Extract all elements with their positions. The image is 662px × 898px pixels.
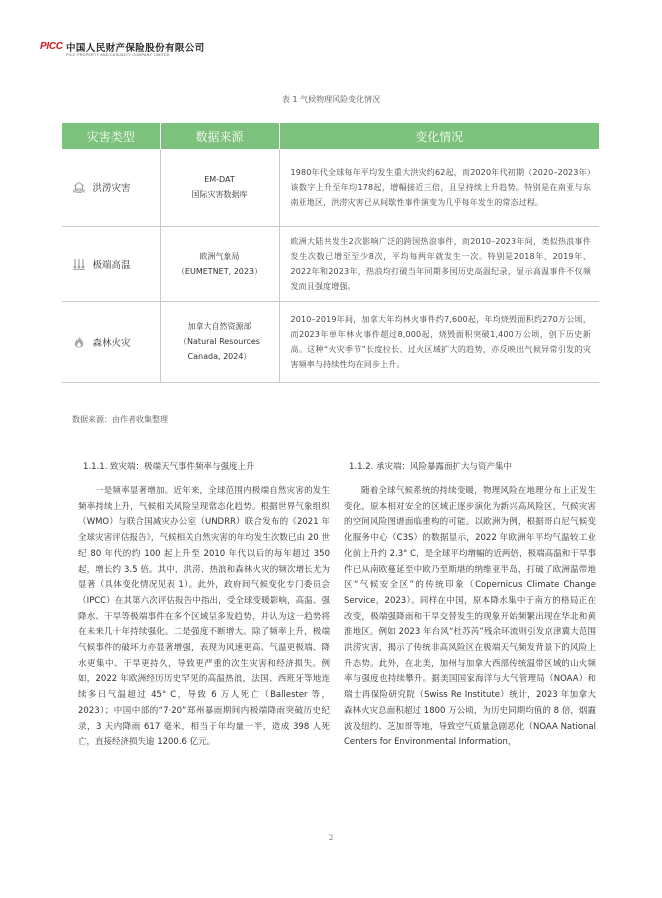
source-cell: EM-DAT 国际灾害数据库: [160, 149, 279, 226]
type-cell: [62, 149, 160, 226]
picc-logo: PICC: [40, 41, 63, 52]
body-paragraph: 一是频率显著增加。近年来，全球范围内极端自然灾害的发生频率持续上升，气候相关风险呈现常态化趋势。根据世界气象组织（WMO）与联合国减灾办公室（UNDRR）联合发布的《2021 年全球灾害评估报告》，气候相关自然灾害的年均发生次数已由 20 世纪 80 年代的约 100 起上升至 2010 年代以后的每年超过 350 起，增长约 3.5 倍。其中，洪涝、热浪和森林火灾的频次增长尤为显著（具体变化情况见表 1）。此外，政府间气候变化专门委员会（IPCC）在其第六次评估报告中指出，受全球变暖影响，高温、强降水、干旱等极端事件在多个区域呈多发趋势，并认为这一趋势将在未来几十年持续强化。二是强度不断增大。除了频率上升，极端气候事件的破坏力亦显著增强，表现为风速更高、气温更极端、降水更集中、干旱更持久，导致更严重的次生灾害和经济损失。例如，2022 年欧洲经历历史罕见的高温热浪，法国、西班牙等地连续多日气温超过 45° C，导致 6 万人死亡（Ballester 等，2023）；中国中部的“7·20”郑州暴雨期间内极端降雨突破历史纪录，3 天内降雨 617 毫米，相当于年均量一半，造成 398 人死亡，直接经济损失逾 1200.6 亿元。: [78, 486, 330, 748]
table-row: [62, 149, 599, 226]
section-title-1-1-2: 1.1.2. 承灾端：风险暴露面扩大与资产集中: [349, 462, 513, 472]
source-cell: 欧洲气象局 （EUMETNET, 2023）: [160, 226, 279, 301]
type-label: 洪涝灾害: [92, 183, 131, 195]
body-paragraph: 随着全球气候系统的持续变暖，物理风险在地理分布上正发生变化，原本相对安全的区域正逐步演化为新兴高风险区，气候灾害的空间风险图谱面临重构的可能。以欧洲为例，根据哥白尼气候变化服务中心（C3S）的数据显示，2022 年欧洲年平均气温较工业化前上升约 2.3° C，是全球平均增幅的近两倍，极端高温和干旱事件已从南欧蔓延至中欧乃至斯堪的纳维亚半岛，打破了欧洲温带地区“气候安全区”的传统印象（Copernicus Climate Change Service，2023）。同样在中国，原本降水集中于南方的格局正在改变，极端强降雨和干旱交替发生的现象开始频繁出现在华北和黄淮地区。例如 2023 年台风“杜苏芮”残余环流则引发京津冀大范围洪涝灾害，揭示了传统非高风险区在极端天气频发背景下的风险上升态势。此外，在北美，加州与加拿大西部传统温带区域的山火频率与强度也持续攀升。据美国国家海洋与大气管理局（NOAA）和瑞士再保险研究院（Swiss Re Institute）统计，2023 年加拿大森林火灾总面积超过 1800 万公顷，为历史同期均值的 8 倍，烟霾波及纽约、芝加哥等地，导致空气质量急剧恶化（NOAA National Centers for Environmental Information，: [344, 486, 596, 748]
table-caption: 表 1 气候物理风险变化情况: [281, 95, 381, 104]
company-name-cn: 中国人民财产保险股份有限公司: [66, 43, 205, 54]
source-cell: 加拿大自然资源部 （Natural Resources Canada, 2024）: [160, 301, 279, 382]
climate-risk-table: [62, 123, 599, 383]
change-cell: 1980年代全球每年平均发生重大洪灾约62起，而2020年代初期（2020–2023年）该数字上升至年均178起，增幅接近三倍，且呈持续上升趋势。特别是在南亚与东南亚地区，洪涝灾害已从间歇性事件演变为几乎每年发生的常态过程。: [279, 149, 599, 226]
type-label: 极端高温: [92, 259, 131, 271]
change-cell: 2010–2019年间，加拿大年均林火事件约7,600起，年均烧毁面积约270万公顷，而2023年单年林火事件超过8,000起，烧毁面积突破1,400万公顷，创下历史新高。这种“火灾季节”长度拉长、过火区域扩大的趋势，亦反映出气候异常引发的灾害频率与持续性均在同步上升。: [279, 301, 599, 382]
company-name-en: PICC PROPERTY AND CASUALTY COMPANY LIMITED: [66, 53, 170, 57]
header-data-source: 数据来源: [160, 123, 279, 149]
flood-icon: [72, 181, 86, 193]
table-data-source: 数据来源：由作者收集整理: [72, 415, 168, 424]
table-row: [62, 301, 599, 382]
type-cell: [62, 301, 160, 382]
header-disaster-type: 灾害类型: [62, 123, 160, 149]
header-change: 变化情况: [279, 123, 599, 149]
type-cell: [62, 226, 160, 301]
company-header: [40, 40, 260, 60]
left-column: [78, 460, 330, 751]
type-label: 森林火灾: [92, 337, 131, 349]
fire-icon: [72, 336, 86, 348]
change-cell: 欧洲大陆共发生2次影响广泛的跨国热浪事件，而2010–2023年间，类似热浪事件发生次数已增至至少8次，平均每两年就发生一次。特别是2018年、2019年、2022年和2023年，热浪均打破当年同期多国历史高温纪录，显示高温事件不仅频发而且强度增强。: [279, 226, 599, 301]
table-row: [62, 226, 599, 301]
page-number: 2: [328, 833, 334, 842]
heat-icon: [72, 258, 86, 270]
table-header-row: [62, 123, 599, 149]
section-title-1-1-1: 1.1.1. 致灾端：极端天气事件频率与强度上升: [83, 462, 255, 472]
right-column: [344, 460, 596, 751]
